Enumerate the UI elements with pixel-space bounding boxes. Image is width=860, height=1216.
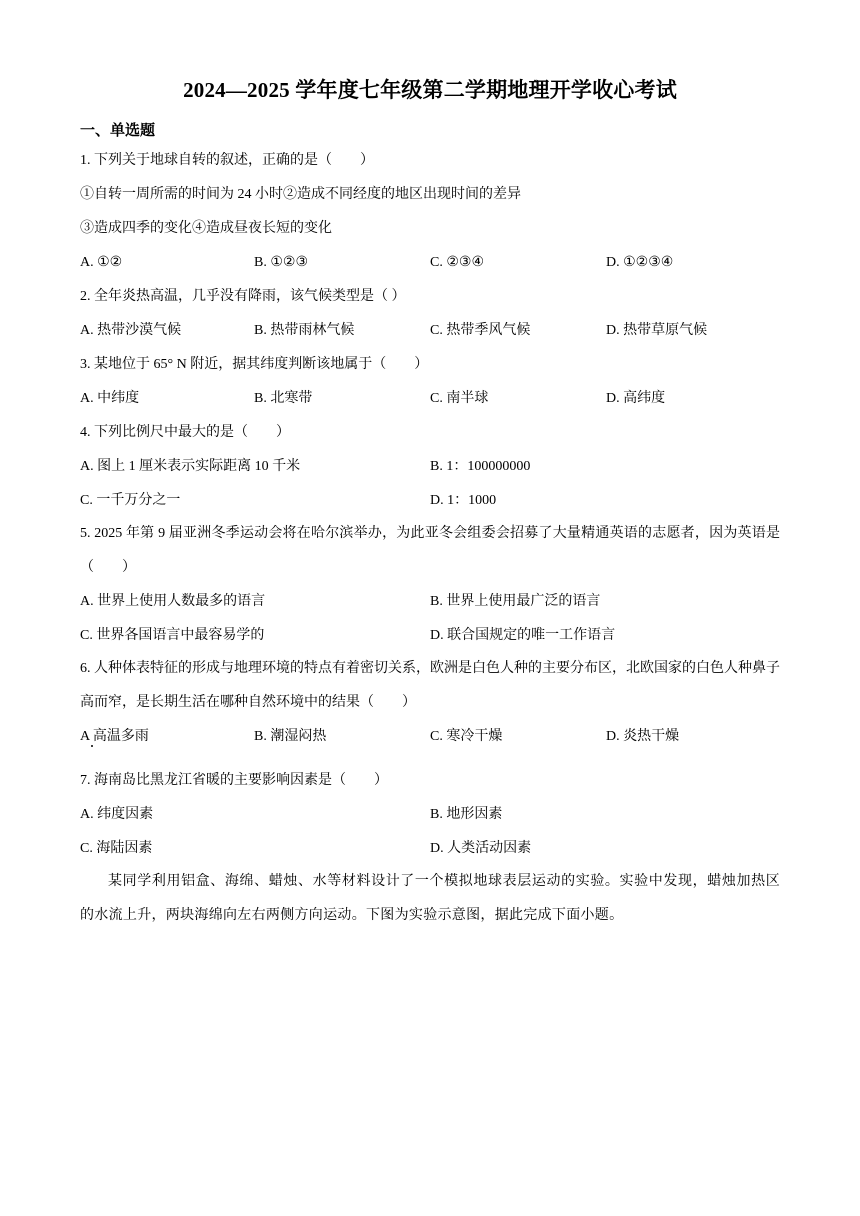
question-3-option-b: B. 北寒带 [254, 391, 313, 406]
question-4-option-c: C. 一千万分之一 [80, 493, 181, 508]
question-1-stem: 1. 下列关于地球自转的叙述，正确的是（ ） [80, 153, 374, 168]
question-2-option-c: C. 热带季风气候 [430, 323, 531, 338]
question-4-stem: 4. 下列比例尺中最大的是（ ） [80, 425, 290, 440]
question-1-statement-line-1: ①自转一周所需的时间为 24 小时②造成不同经度的地区出现时间的差异 [80, 187, 521, 202]
section-heading: 一、单选题 [80, 123, 156, 139]
question-7-stem: 7. 海南岛比黑龙江省暖的主要影响因素是（ ） [80, 773, 388, 788]
question-2-option-d: D. 热带草原气候 [606, 323, 708, 338]
question-6-option-a: A 高温多雨 [80, 729, 149, 744]
question-3-option-d: D. 高纬度 [606, 391, 666, 406]
material-paragraph: 某同学利用铝盒、海绵、蜡烛、水等材料设计了一个模拟地球表层运动的实验。实验中发现，蜡烛加热区的水流上升，两块海绵向左右两侧方向运动。下图为实验示意图，据此完成下面小题。 [80, 874, 780, 923]
question-3-option-c: C. 南半球 [430, 391, 489, 406]
question-2-stem: 2. 全年炎热高温，几乎没有降雨，该气候类型是（ ） [80, 289, 406, 304]
question-1-option-b: B. ①②③ [254, 255, 308, 270]
question-2-option-a: A. 热带沙漠气候 [80, 323, 182, 338]
question-6-option-c: C. 寒冷干燥 [430, 729, 503, 744]
question-6-stem: 6. 人种体表特征的形成与地理环境的特点有着密切关系，欧洲是白色人种的主要分布区，北欧国家的白色人种鼻子高而窄，是长期生活在哪种自然环境中的结果（ ） [80, 661, 780, 710]
question-1-option-d: D. ①②③④ [606, 255, 674, 270]
question-5-option-a: A. 世界上使用人数最多的语言 [80, 594, 266, 609]
question-6-option-d: D. 炎热干燥 [606, 729, 680, 744]
question-1-option-c: C. ②③④ [430, 255, 484, 270]
question-1-option-a: A. ①② [80, 255, 123, 270]
question-3-option-a: A. 中纬度 [80, 391, 140, 406]
question-5-option-b: B. 世界上使用最广泛的语言 [430, 594, 601, 609]
question-2-option-b: B. 热带雨林气候 [254, 323, 355, 338]
question-4-option-b: B. 1：100000000 [430, 459, 531, 474]
question-4-option-d: D. 1：1000 [430, 493, 497, 508]
question-5-option-c: C. 世界各国语言中最容易学的 [80, 628, 265, 643]
question-7-option-a: A. 纬度因素 [80, 807, 154, 822]
question-5-stem: 5. 2025 年第 9 届亚洲冬季运动会将在哈尔滨举办，为此亚冬会组委会招募了大量精通英语的志愿者，因为英语是（ ） [80, 526, 780, 575]
question-3-stem: 3. 某地位于 65° N 附近，据其纬度判断该地属于（ ） [80, 357, 429, 372]
question-4-option-a: A. 图上 1 厘米表示实际距离 10 千米 [80, 459, 301, 474]
question-1-statement-line-2: ③造成四季的变化④造成昼夜长短的变化 [80, 221, 332, 236]
stray-dot-mark [91, 745, 93, 747]
question-7-option-c: C. 海陆因素 [80, 841, 153, 856]
question-7-option-d: D. 人类活动因素 [430, 841, 532, 856]
question-7-option-b: B. 地形因素 [430, 807, 503, 822]
question-5-option-d: D. 联合国规定的唯一工作语言 [430, 628, 616, 643]
question-6-option-b: B. 潮湿闷热 [254, 729, 327, 744]
exam-title: 2024—2025 学年度七年级第二学期地理开学收心考试 [183, 78, 677, 102]
